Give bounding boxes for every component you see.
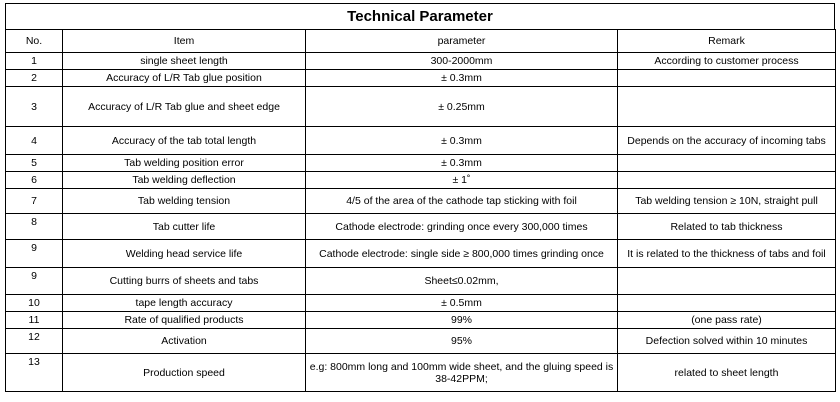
row-item: single sheet length: [63, 53, 306, 70]
table-row: [6, 214, 836, 240]
row-no: 5: [6, 155, 63, 172]
row-no: 1: [6, 53, 63, 70]
table-row: [6, 312, 836, 329]
row-remark: [618, 87, 836, 127]
row-parameter: 300-2000mm: [306, 53, 618, 70]
row-item: Rate of qualified products: [63, 312, 306, 329]
row-item: Production speed: [63, 354, 306, 392]
row-parameter: 95%: [306, 329, 618, 354]
table-title: Technical Parameter: [5, 3, 835, 29]
header-remark: Remark: [618, 30, 836, 53]
row-no: 7: [6, 189, 63, 214]
row-remark: Depends on the accuracy of incoming tabs: [618, 127, 836, 155]
row-remark: [618, 295, 836, 312]
row-parameter: ± 0.3mm: [306, 70, 618, 87]
row-parameter: ± 1˚: [306, 172, 618, 189]
row-item: Accuracy of L/R Tab glue and sheet edge: [63, 87, 306, 127]
row-parameter: ± 0.25mm: [306, 87, 618, 127]
row-parameter: e.g: 800mm long and 100mm wide sheet, and the gluing speed is 38-42PPM;: [306, 354, 618, 392]
row-remark: Related to tab thickness: [618, 214, 836, 240]
row-no: 9: [6, 240, 63, 268]
row-no: 4: [6, 127, 63, 155]
row-remark: (one pass rate): [618, 312, 836, 329]
table-row: [6, 127, 836, 155]
row-no: 9: [6, 268, 63, 295]
row-remark: [618, 155, 836, 172]
table-row: [6, 189, 836, 214]
row-item: Accuracy of L/R Tab glue position: [63, 70, 306, 87]
table-row: [6, 53, 836, 70]
row-remark: [618, 268, 836, 295]
row-remark: [618, 172, 836, 189]
row-item: Tab cutter life: [63, 214, 306, 240]
table-row: [6, 268, 836, 295]
row-parameter: ± 0.3mm: [306, 127, 618, 155]
row-parameter: Cathode electrode: single side ≥ 800,000 times grinding once: [306, 240, 618, 268]
row-no: 10: [6, 295, 63, 312]
row-item: Cutting burrs of sheets and tabs: [63, 268, 306, 295]
header-row: [6, 30, 836, 53]
table-row: [6, 240, 836, 268]
row-no: 3: [6, 87, 63, 127]
table-row: [6, 354, 836, 392]
row-no: 2: [6, 70, 63, 87]
row-no: 11: [6, 312, 63, 329]
table-row: [6, 329, 836, 354]
table-row: [6, 172, 836, 189]
row-parameter: Cathode electrode: grinding once every 300,000 times: [306, 214, 618, 240]
row-item: Welding head service life: [63, 240, 306, 268]
row-no: 12: [6, 329, 63, 354]
row-parameter: 99%: [306, 312, 618, 329]
row-no: 13: [6, 354, 63, 392]
header-parameter: parameter: [306, 30, 618, 53]
row-item: Tab welding position error: [63, 155, 306, 172]
row-parameter: ± 0.3mm: [306, 155, 618, 172]
row-remark: Defection solved within 10 minutes: [618, 329, 836, 354]
row-remark: related to sheet length: [618, 354, 836, 392]
row-item: Activation: [63, 329, 306, 354]
row-remark: It is related to the thickness of tabs and foil: [618, 240, 836, 268]
row-item: Tab welding deflection: [63, 172, 306, 189]
table-row: [6, 155, 836, 172]
row-remark: Tab welding tension ≥ 10N, straight pull: [618, 189, 836, 214]
row-no: 8: [6, 214, 63, 240]
row-parameter: Sheet≤0.02mm,: [306, 268, 618, 295]
table-row: [6, 87, 836, 127]
row-item: Accuracy of the tab total length: [63, 127, 306, 155]
table-row: [6, 295, 836, 312]
row-remark: [618, 70, 836, 87]
row-parameter: ± 0.5mm: [306, 295, 618, 312]
row-parameter: 4/5 of the area of the cathode tap sticking with foil: [306, 189, 618, 214]
row-remark: According to customer process: [618, 53, 836, 70]
table-row: [6, 70, 836, 87]
header-item: Item: [63, 30, 306, 53]
row-item: Tab welding tension: [63, 189, 306, 214]
header-no: No.: [6, 30, 63, 53]
row-item: tape length accuracy: [63, 295, 306, 312]
row-no: 6: [6, 172, 63, 189]
parameter-table: [5, 29, 836, 392]
